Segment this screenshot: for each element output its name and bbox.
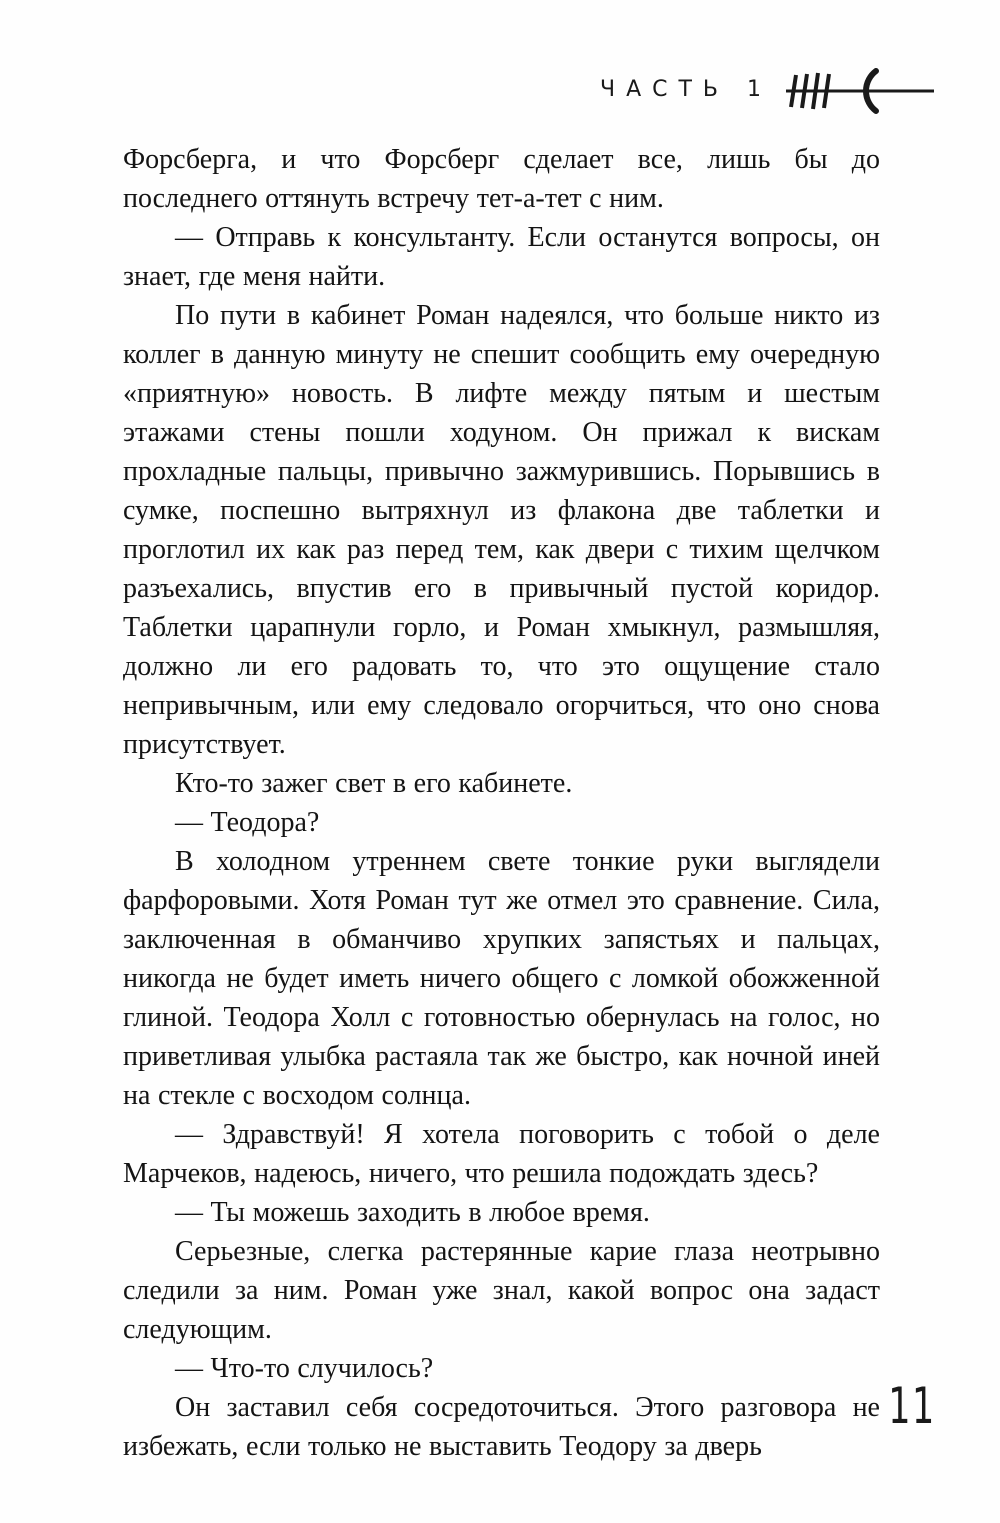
dialogue-paragraph: — Здравствуй! Я хотела поговорить с тобой о деле Марчеков, надеюсь, ничего, что решила подождать здесь? bbox=[123, 1119, 880, 1189]
dialogue-paragraph: — Теодора? bbox=[175, 807, 320, 838]
paragraph: Форсберга, и что Форсберг сделает все, лишь бы до последнего оттянуть встречу тет-а-тет с ним. bbox=[123, 144, 880, 214]
paragraph: Он заставил себя сосредоточиться. Этого разговора не избежать, если только не выставить Теодору за дверь bbox=[123, 1392, 880, 1462]
body-text bbox=[123, 140, 880, 1466]
paragraph: Серьезные, слегка растерянные карие глаза неотрывно следили за ним. Роман уже знал, какой вопрос она задаст следующим. bbox=[123, 1236, 880, 1345]
dialogue-paragraph: — Ты можешь заходить в любое время. bbox=[175, 1197, 650, 1228]
part-title: ЧАСТЬ 1 bbox=[599, 76, 772, 102]
paragraph: Кто-то зажег свет в его кабинете. bbox=[175, 768, 573, 799]
part-ornament-icon bbox=[786, 68, 934, 114]
page-number: 11 bbox=[888, 1377, 936, 1435]
dialogue-paragraph: — Отправь к консультанту. Если останутся вопросы, он знает, где меня найти. bbox=[123, 222, 880, 292]
dialogue-paragraph: — Что-то случилось? bbox=[175, 1353, 434, 1384]
paragraph: В холодном утреннем свете тонкие руки выглядели фарфоровыми. Хотя Роман тут же отмел это сравнение. Сила, заключенная в обманчиво хрупких запястьях и пальцах, никогда не будет иметь ничего общего с ломкой обожженной глиной. Теодора Холл с готовностью обернулась на голос, но приветливая улыбка растаяла так же быстро, как ночной иней на стекле с восходом солнца. bbox=[123, 846, 880, 1111]
running-head bbox=[600, 68, 934, 114]
paragraph: По пути в кабинет Роман надеялся, что больше никто из коллег в данную минуту не спешит сообщить ему очередную «приятную» новость. В лифте между пятым и шестым этажами стены пошли ходуном. Он прижал к вискам прохладные пальцы, привычно зажмурившись. Порывшись в сумке, поспешно вытряхнул из флакона две таблетки и проглотил их как раз перед тем, как двери с тихим щелчком разъехались, впустив его в привычный пустой коридор. Таблетки царапнули горло, и Роман хмыкнул, размышляя, должно ли его радовать то, что это ощущение стало непривычным, или ему следовало огорчиться, что оно снова присутствует. bbox=[123, 300, 880, 760]
